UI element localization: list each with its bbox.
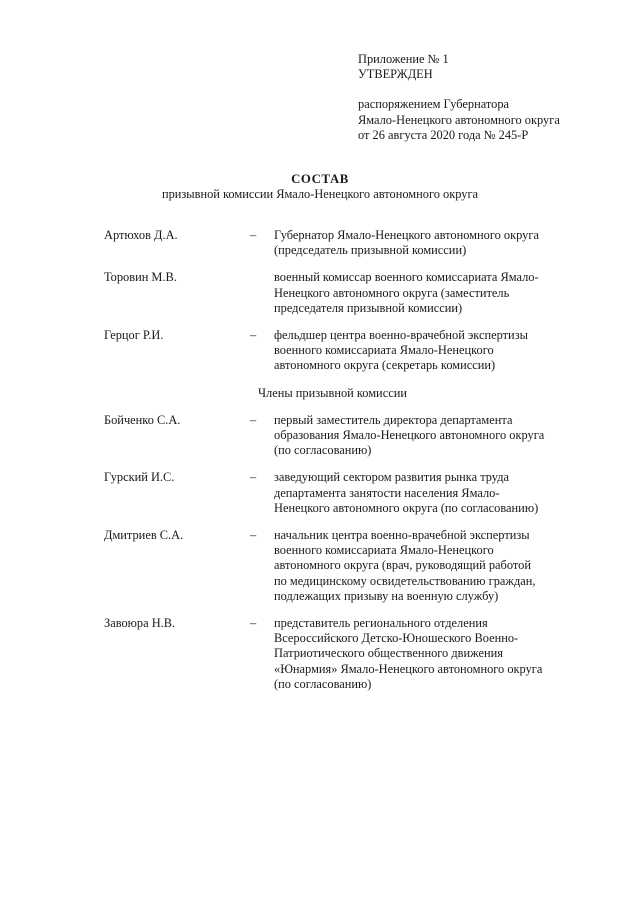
- role-line: фельдшер центра военно-врачебной экспертизы: [274, 328, 528, 343]
- role-line: военного комиссариата Ямало-Ненецкого: [274, 543, 494, 558]
- dash-separator: –: [250, 328, 257, 343]
- member-name: Герцог Р.И.: [104, 328, 164, 343]
- member-role: [274, 528, 596, 604]
- list-item: [104, 616, 604, 692]
- role-line: Ненецкого автономного округа (заместитель: [274, 285, 510, 300]
- dash-separator: –: [250, 228, 257, 242]
- role-line: представитель регионального отделения: [274, 616, 488, 631]
- role-line: автономного округа (врач, руководящий работой: [274, 558, 531, 573]
- list-item: [104, 413, 604, 459]
- role-line: автономного округа (секретарь комиссии): [274, 358, 496, 373]
- document-title: СОСТАВ: [291, 172, 349, 186]
- appendix-label: Приложение № 1: [358, 52, 449, 66]
- dash-separator: –: [250, 470, 257, 485]
- document-subtitle: призывной комиссии Ямало-Ненецкого автономного округа: [161, 187, 479, 201]
- order-line: распоряжением Губернатора: [358, 97, 510, 112]
- list-item: [104, 470, 604, 516]
- member-role: [274, 470, 596, 516]
- member-role: [274, 413, 596, 459]
- role-line: Патриотического общественного движения: [274, 646, 503, 661]
- list-item: [104, 228, 604, 258]
- role-line: подлежащих призыву на военную службу): [274, 588, 499, 603]
- list-item: [104, 328, 604, 374]
- role-line: образования Ямало-Ненецкого автономного округа: [274, 428, 545, 443]
- role-line: заведующий сектором развития рынка труда: [274, 470, 510, 485]
- role-line: Ненецкого автономного округа (по согласованию): [274, 500, 539, 515]
- role-line: (по согласованию): [274, 443, 372, 458]
- member-name: Торовин М.В.: [104, 270, 177, 285]
- role-line: военный комиссар военного комиссариата Ямало-: [274, 270, 539, 285]
- member-role: [274, 270, 596, 316]
- role-line: первый заместитель директора департамента: [274, 412, 513, 427]
- list-item: [104, 270, 604, 316]
- role-line: «Юнармия» Ямало-Ненецкого автономного округа: [274, 661, 543, 676]
- dash-separator: –: [250, 412, 257, 427]
- order-line: от 26 августа 2020 года № 245-Р: [358, 127, 529, 142]
- member-name: Бойченко С.А.: [104, 412, 181, 427]
- commission-list: [104, 228, 604, 692]
- approval-header: [358, 52, 628, 143]
- role-line: председателя призывной комиссии): [274, 300, 463, 315]
- role-line: начальник центра военно-врачебной экспертизы: [274, 528, 530, 543]
- approved-label: УТВЕРЖДЕН: [358, 67, 433, 82]
- order-line: Ямало-Ненецкого автономного округа: [358, 112, 560, 127]
- role-line: Губернатор Ямало-Ненецкого автономного округа: [274, 228, 539, 242]
- list-item: [104, 528, 604, 604]
- role-line: Всероссийского Детско-Юношеского Военно-: [274, 631, 519, 646]
- role-line: (председатель призывной комиссии): [274, 243, 467, 258]
- role-line: (по согласованию): [274, 676, 372, 691]
- member-name: Завоюра Н.В.: [104, 616, 176, 631]
- role-line: по медицинскому освидетельствованию граждан,: [274, 573, 536, 588]
- member-role: [274, 228, 596, 258]
- members-heading: Члены призывной комиссии: [258, 385, 407, 400]
- member-name: Гурский И.С.: [104, 470, 175, 485]
- member-role: [274, 328, 596, 374]
- member-role: [274, 616, 596, 692]
- header-gap: [358, 82, 628, 97]
- member-name: Дмитриев С.А.: [104, 528, 184, 543]
- role-line: военного комиссариата Ямало-Ненецкого: [274, 343, 494, 358]
- role-line: департамента занятости населения Ямало-: [274, 485, 500, 500]
- dash-separator: –: [250, 616, 257, 631]
- member-name: Артюхов Д.А.: [104, 228, 178, 242]
- dash-separator: –: [250, 528, 257, 543]
